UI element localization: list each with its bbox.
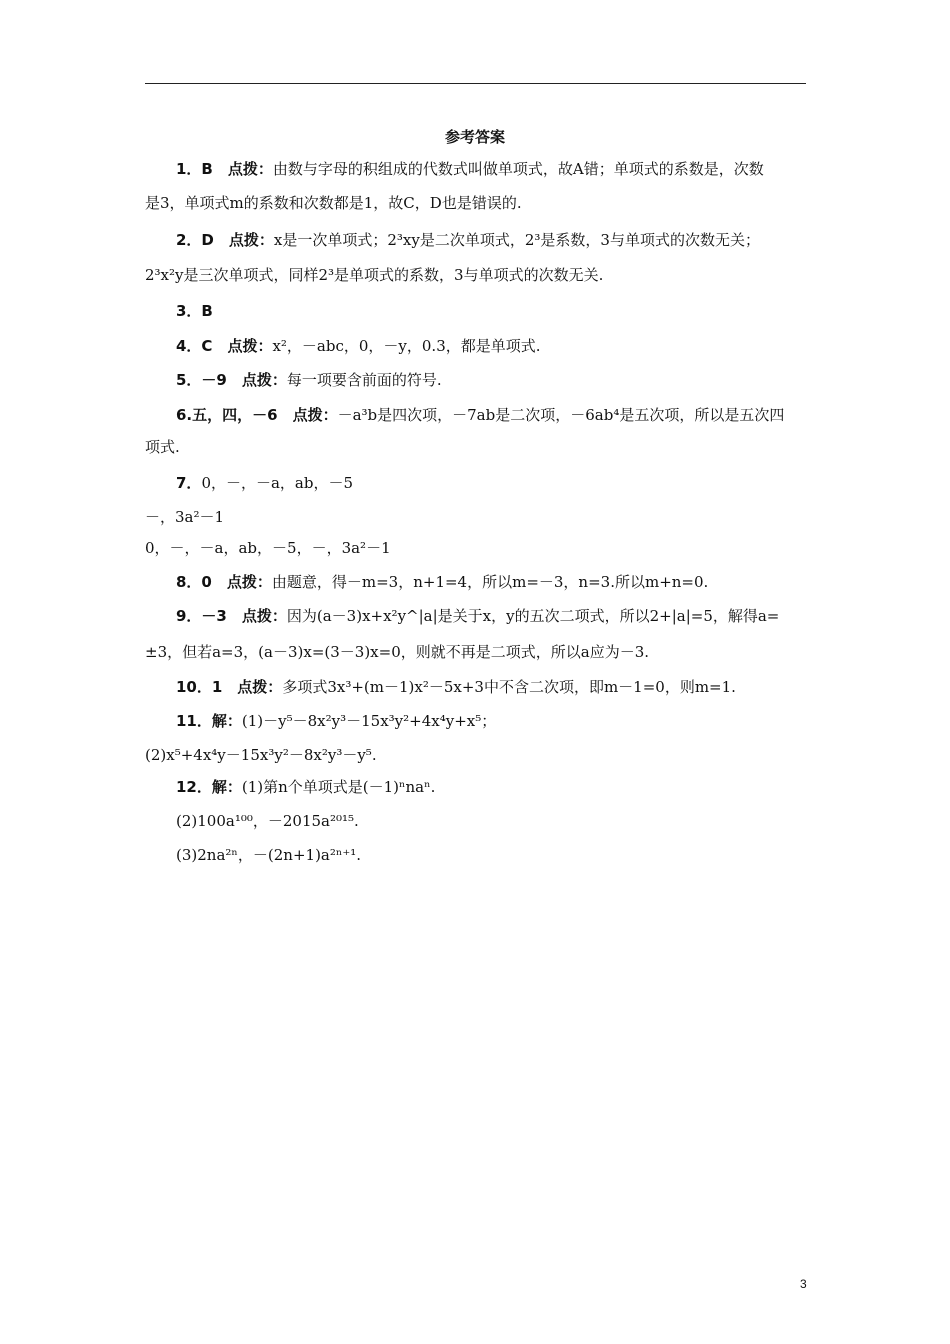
answer-label: 12．解：: [176, 778, 242, 796]
answer-label: 10．1 点拨：: [176, 678, 283, 696]
answer-label: 2．D 点拨：: [176, 231, 274, 249]
answer-line: [176, 605, 779, 627]
answer-line: [176, 158, 764, 180]
answer-label: 6.五，四，－6 点拨：: [176, 406, 338, 424]
answer-label: 1．B 点拨：: [176, 160, 273, 178]
answer-line: [176, 571, 708, 593]
answer-line: [145, 744, 377, 766]
page-title: 参考答案: [444, 128, 505, 146]
answer-text: 因为(a－3)x+x²y^|a|是关于x，y的五次二项式，所以2+|a|=5，解得a=: [286, 607, 780, 625]
answer-label: 11．解：: [176, 712, 242, 730]
answer-text: ±3，但若a=3，(a－3)x=(3－3)x=0，则就不再是二项式，所以a应为－3.: [145, 643, 650, 661]
answer-line: [145, 192, 522, 214]
answer-label: 3．B: [176, 302, 213, 320]
answer-line: [176, 229, 760, 251]
answer-text: －a³b是四次项，－7ab是二次项，－6ab⁴是五次项，所以是五次四: [337, 406, 785, 424]
answer-line: [145, 436, 180, 458]
answer-label: 8．0 点拨：: [176, 573, 272, 591]
answer-text: －，3a²－1: [145, 508, 225, 526]
answer-line: [145, 641, 649, 663]
answer-line: [176, 300, 213, 322]
answer-text: (1)第n个单项式是(－1)ⁿnaⁿ.: [241, 778, 436, 796]
answer-line: [176, 710, 496, 732]
answer-line: [176, 676, 736, 698]
answer-text: 2³x²y是三次单项式，同样2³是单项式的系数，3与单项式的次数无关.: [145, 266, 604, 284]
answer-text: 每一项要含前面的符号.: [286, 371, 442, 389]
answer-text: (2)100a¹⁰⁰，－2015a²⁰¹⁵.: [176, 812, 359, 830]
answer-text: 由题意，得－m=3，n+1=4，所以m=－3，n=3.所以m+n=0.: [271, 573, 709, 591]
header-rule: [145, 83, 806, 84]
answer-label: 5．－9 点拨：: [176, 371, 287, 389]
answer-line: [145, 264, 603, 286]
answer-text: 0，－，－a，ab，－5: [201, 474, 354, 492]
answer-line: [176, 404, 784, 426]
answer-text: 由数与字母的积组成的代数式叫做单项式，故A错；单项式的系数是，次数: [272, 160, 764, 178]
answer-text: 是3，单项式m的系数和次数都是1，故C，D也是错误的.: [145, 194, 522, 212]
answer-text: (2)x⁵+4x⁴y－15x³y²－8x²y³－y⁵.: [145, 746, 377, 764]
answer-line: [145, 537, 391, 559]
answer-text: x是一次单项式；2³xy是二次单项式，2³是系数，3与单项式的次数无关；: [273, 231, 760, 249]
answer-line: [176, 369, 442, 391]
answer-line: [176, 810, 359, 832]
page-number: 3: [800, 1277, 807, 1291]
answer-line: [176, 844, 361, 866]
answer-line: [176, 335, 541, 357]
answer-text: x²，－abc，0，－y，0.3，都是单项式.: [272, 337, 541, 355]
answer-label: 9．－3 点拨：: [176, 607, 287, 625]
answer-label: 7．: [176, 474, 202, 492]
answer-text: 多项式3x³+(m－1)x²－5x+3中不含二次项，即m－1=0，则m=1.: [282, 678, 736, 696]
answer-line: [145, 506, 224, 528]
answer-text: 项式.: [145, 438, 180, 456]
answer-text: 0，－，－a，ab，－5，－，3a²－1: [145, 539, 391, 557]
answer-text: (3)2na²ⁿ，－(2n+1)a²ⁿ⁺¹.: [176, 846, 362, 864]
answer-line: [176, 776, 435, 798]
answer-label: 4．C 点拨：: [176, 337, 273, 355]
answer-line: [176, 472, 353, 494]
answer-text: (1)－y⁵－8x²y³－15x³y²+4x⁴y+x⁵；: [241, 712, 497, 730]
